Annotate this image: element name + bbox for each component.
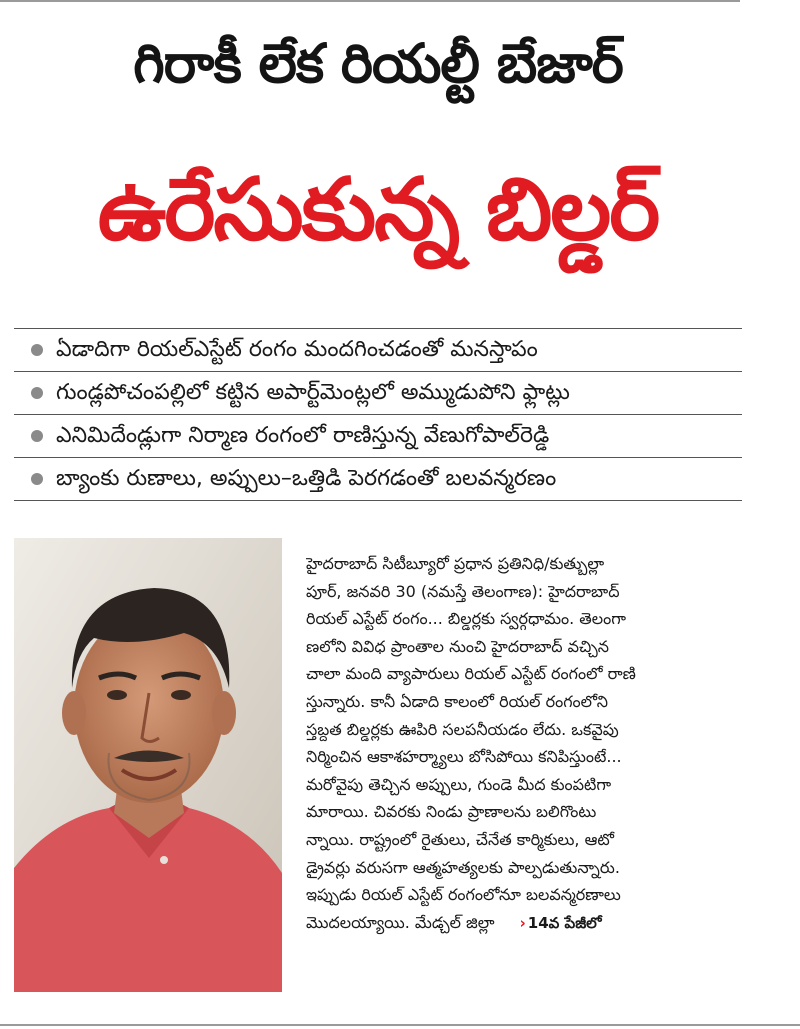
story-line: నిర్మించిన ఆకాశహర్మ్యాలు బోసిపోయి కనిపిస్తుంటే... — [306, 747, 622, 767]
bullet-dot-icon — [31, 344, 43, 356]
continued-on-page-link[interactable] — [520, 910, 602, 938]
story-line: న్నాయి. రాష్ట్రంలో రైతులు, చేనేత కార్మికులు, ఆటో — [306, 829, 614, 849]
bullet-item — [14, 328, 742, 372]
bullet-text: ఏడాదిగా రియల్‌ఎస్టేట్ రంగం మందగించడంతో మనస్తాపం — [56, 337, 538, 362]
story-line: డ్రైవర్లు వరుసగా ఆత్మహత్యలకు పాల్పడుతున్నారు. — [306, 857, 620, 877]
story-line: ణలోని వివిధ ప్రాంతాల నుంచి హైదరాబాద్ వచ్చిన — [306, 636, 609, 656]
story-line: చాలా మంది వ్యాపారులు రియల్ ఎస్టేట్ రంగంలో రాణి — [306, 664, 636, 684]
bullet-text: బ్యాంకు రుణాలు, అప్పులు–ఒత్తిడి పెరగడంతో బలవన్మరణం — [56, 466, 557, 491]
story-line: పూర్, జనవరి 30 (నమస్తే తెలంగాణ): హైదరాబాద్ — [306, 581, 620, 601]
bullet-list — [14, 328, 742, 501]
portrait-image — [14, 538, 282, 992]
story-line: స్తబ్దత బిల్డర్లకు ఊపిరి సలపనీయడం లేదు. ఒకవైపు — [306, 719, 619, 739]
story-line: రియల్ ఎస్టేట్ రంగం... బిల్డర్లకు స్వర్గధామం. తెలంగా — [306, 609, 626, 629]
headline-line-2: ఉరేసుకున్న బిల్డర్ — [97, 160, 659, 260]
jump-text: 14వ పేజీలో — [527, 913, 602, 932]
story-line: హైదరాబాద్ సిటీబ్యూరో ప్రధాన ప్రతినిధి/కుత్బుల్లా — [306, 554, 605, 573]
builder-photo — [14, 538, 282, 992]
bullet-text: ఎనిమిదేండ్లుగా నిర్మాణ రంగంలో రాణిస్తున్న వేణుగోపాల్‌రెడ్డి — [56, 423, 550, 448]
story-line: మరోవైపు తెచ్చిన అప్పులు, గుండె మీద కుంపటిగా — [306, 774, 612, 794]
chevron-right-icon: › — [519, 913, 526, 932]
bullet-dot-icon — [31, 430, 43, 442]
story-body — [306, 550, 746, 937]
story-line: స్తున్నారు. కానీ ఏడాది కాలంలో రియల్ రంగంలోని — [306, 691, 608, 711]
story-last-line — [306, 909, 746, 938]
story-line: ఇప్పుడు రియల్ ఎస్టేట్ రంగంలోనూ బలవన్మరణాలు — [306, 885, 621, 905]
bullet-dot-icon — [31, 473, 43, 485]
story-line: మారాయి. చివరకు నిండు ప్రాణాలను బలిగొంటు — [306, 802, 597, 822]
story-last-text: మొదలయ్యాయి. మేడ్చల్ జిల్లా — [306, 912, 495, 932]
bullet-item — [14, 372, 742, 415]
bottom-rule — [0, 1024, 800, 1026]
top-rule — [0, 0, 740, 2]
bullet-text: గుండ్లపోచంపల్లిలో కట్టిన అపార్ట్‌మెంట్లలో అమ్ముడుపోని ఫ్లాట్లు — [56, 380, 570, 405]
bullet-dot-icon — [31, 387, 43, 399]
bullet-item — [14, 415, 742, 458]
headline-line-1: గిరాకీ లేక రియల్టీ బేజార్ — [133, 32, 623, 95]
bullet-item — [14, 458, 742, 501]
